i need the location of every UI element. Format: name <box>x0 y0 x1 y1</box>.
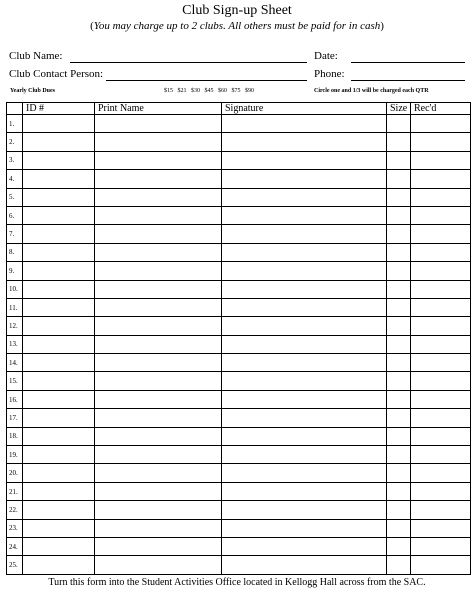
subtitle-open-paren: ( <box>90 20 94 32</box>
id-cell[interactable] <box>23 243 95 261</box>
table-row <box>7 335 471 353</box>
size-cell[interactable] <box>387 354 411 372</box>
signature-cell[interactable] <box>222 372 387 390</box>
id-cell[interactable] <box>23 188 95 206</box>
id-cell[interactable] <box>23 501 95 519</box>
id-cell[interactable] <box>23 427 95 445</box>
table-row <box>7 298 471 316</box>
print-name-cell[interactable] <box>95 482 222 500</box>
id-cell[interactable] <box>23 206 95 224</box>
id-cell[interactable] <box>23 170 95 188</box>
print-name-cell[interactable] <box>95 464 222 482</box>
table-row <box>7 409 471 427</box>
signature-cell[interactable] <box>222 556 387 574</box>
id-cell[interactable] <box>23 151 95 169</box>
recd-cell[interactable] <box>411 354 471 372</box>
phone-label: Phone: <box>314 68 345 80</box>
print-name-cell[interactable] <box>95 262 222 280</box>
row-number: 6. <box>7 206 23 224</box>
print-name-cell[interactable] <box>95 317 222 335</box>
id-cell[interactable] <box>23 390 95 408</box>
recd-cell[interactable] <box>411 501 471 519</box>
print-name-cell[interactable] <box>95 427 222 445</box>
print-name-cell[interactable] <box>95 390 222 408</box>
table-row <box>7 280 471 298</box>
row-number: 4. <box>7 170 23 188</box>
table-row <box>7 206 471 224</box>
row-number: 1. <box>7 115 23 133</box>
print-name-cell[interactable] <box>95 335 222 353</box>
signature-cell[interactable] <box>222 115 387 133</box>
signature-cell[interactable] <box>222 225 387 243</box>
recd-cell[interactable] <box>411 225 471 243</box>
id-cell[interactable] <box>23 519 95 537</box>
size-cell[interactable] <box>387 262 411 280</box>
signature-cell[interactable] <box>222 409 387 427</box>
recd-cell[interactable] <box>411 151 471 169</box>
size-cell[interactable] <box>387 427 411 445</box>
id-cell[interactable] <box>23 317 95 335</box>
signature-column-header: Signature <box>222 103 387 115</box>
print-name-cell[interactable] <box>95 519 222 537</box>
recd-cell[interactable] <box>411 133 471 151</box>
print-name-cell[interactable] <box>95 225 222 243</box>
row-number: 17. <box>7 409 23 427</box>
id-cell[interactable] <box>23 225 95 243</box>
table-row <box>7 446 471 464</box>
signature-cell[interactable] <box>222 243 387 261</box>
size-cell[interactable] <box>387 243 411 261</box>
contact-person-field[interactable] <box>106 80 307 81</box>
row-number: 14. <box>7 354 23 372</box>
recd-cell[interactable] <box>411 298 471 316</box>
row-number: 15. <box>7 372 23 390</box>
recd-cell[interactable] <box>411 317 471 335</box>
size-cell[interactable] <box>387 188 411 206</box>
signature-cell[interactable] <box>222 335 387 353</box>
size-cell[interactable] <box>387 151 411 169</box>
row-number: 2. <box>7 133 23 151</box>
id-cell[interactable] <box>23 335 95 353</box>
recd-column-header: Rec'd <box>411 103 471 115</box>
recd-cell[interactable] <box>411 537 471 555</box>
table-row <box>7 427 471 445</box>
signature-cell[interactable] <box>222 317 387 335</box>
table-row <box>7 501 471 519</box>
size-cell[interactable] <box>387 409 411 427</box>
size-cell[interactable] <box>387 170 411 188</box>
table-row <box>7 262 471 280</box>
size-cell[interactable] <box>387 537 411 555</box>
contact-person-label: Club Contact Person: <box>9 68 104 80</box>
table-row <box>7 519 471 537</box>
table-row <box>7 151 471 169</box>
row-number: 19. <box>7 446 23 464</box>
row-number: 24. <box>7 537 23 555</box>
row-number: 12. <box>7 317 23 335</box>
size-cell[interactable] <box>387 446 411 464</box>
size-cell[interactable] <box>387 115 411 133</box>
row-number: 11. <box>7 298 23 316</box>
recd-cell[interactable] <box>411 446 471 464</box>
size-cell[interactable] <box>387 372 411 390</box>
row-number: 3. <box>7 151 23 169</box>
size-cell[interactable] <box>387 225 411 243</box>
id-cell[interactable] <box>23 409 95 427</box>
recd-cell[interactable] <box>411 262 471 280</box>
id-cell[interactable] <box>23 556 95 574</box>
signature-cell[interactable] <box>222 519 387 537</box>
size-cell[interactable] <box>387 298 411 316</box>
signature-cell[interactable] <box>222 501 387 519</box>
size-cell[interactable] <box>387 335 411 353</box>
row-number: 22. <box>7 501 23 519</box>
print-name-cell[interactable] <box>95 556 222 574</box>
row-number: 21. <box>7 482 23 500</box>
signature-cell[interactable] <box>222 262 387 280</box>
table-row <box>7 537 471 555</box>
table-row <box>7 354 471 372</box>
subtitle-text: You may charge up to 2 clubs. All others must be paid for in cash <box>93 20 381 32</box>
id-cell[interactable] <box>23 464 95 482</box>
table-row <box>7 115 471 133</box>
signature-cell[interactable] <box>222 537 387 555</box>
print-name-cell[interactable] <box>95 188 222 206</box>
row-number: 25. <box>7 556 23 574</box>
print-name-cell[interactable] <box>95 243 222 261</box>
signature-cell[interactable] <box>222 446 387 464</box>
row-number: 13. <box>7 335 23 353</box>
id-cell[interactable] <box>23 262 95 280</box>
table-row <box>7 390 471 408</box>
recd-cell[interactable] <box>411 188 471 206</box>
size-cell[interactable] <box>387 482 411 500</box>
id-cell[interactable] <box>23 298 95 316</box>
footer-instructions: Turn this form into the Student Activities Office located in Kellogg Hall across from the SAC. <box>48 577 426 588</box>
signature-cell[interactable] <box>222 298 387 316</box>
row-number: 8. <box>7 243 23 261</box>
recd-cell[interactable] <box>411 170 471 188</box>
signature-cell[interactable] <box>222 133 387 151</box>
signature-cell[interactable] <box>222 427 387 445</box>
signature-cell[interactable] <box>222 390 387 408</box>
recd-cell[interactable] <box>411 206 471 224</box>
recd-cell[interactable] <box>411 556 471 574</box>
id-cell[interactable] <box>23 354 95 372</box>
signature-cell[interactable] <box>222 482 387 500</box>
table-header-row <box>7 103 471 115</box>
id-cell[interactable] <box>23 537 95 555</box>
signature-cell[interactable] <box>222 188 387 206</box>
row-number: 9. <box>7 262 23 280</box>
table-row <box>7 317 471 335</box>
size-cell[interactable] <box>387 519 411 537</box>
row-number: 16. <box>7 390 23 408</box>
size-cell[interactable] <box>387 464 411 482</box>
recd-cell[interactable] <box>411 115 471 133</box>
table-row <box>7 133 471 151</box>
date-field[interactable] <box>351 62 465 63</box>
id-cell[interactable] <box>23 446 95 464</box>
size-cell[interactable] <box>387 280 411 298</box>
page-title: Club Sign-up Sheet <box>182 3 292 18</box>
print-name-cell[interactable] <box>95 206 222 224</box>
table-row <box>7 188 471 206</box>
recd-cell[interactable] <box>411 427 471 445</box>
print-name-cell[interactable] <box>95 354 222 372</box>
print-name-column-header: Print Name <box>95 103 222 115</box>
recd-cell[interactable] <box>411 335 471 353</box>
row-number: 18. <box>7 427 23 445</box>
signature-cell[interactable] <box>222 354 387 372</box>
table-row <box>7 225 471 243</box>
club-name-label: Club Name: <box>9 50 63 62</box>
row-number: 5. <box>7 188 23 206</box>
signature-cell[interactable] <box>222 151 387 169</box>
signature-cell[interactable] <box>222 170 387 188</box>
id-cell[interactable] <box>23 115 95 133</box>
signup-table <box>6 102 471 575</box>
subtitle-close-paren: ) <box>380 20 384 32</box>
recd-cell[interactable] <box>411 243 471 261</box>
recd-cell[interactable] <box>411 519 471 537</box>
table-row <box>7 556 471 574</box>
signature-cell[interactable] <box>222 464 387 482</box>
yearly-dues-label: Yearly Club Dues <box>10 88 56 94</box>
print-name-cell[interactable] <box>95 446 222 464</box>
size-cell[interactable] <box>387 556 411 574</box>
print-name-cell[interactable] <box>95 133 222 151</box>
row-number: 10. <box>7 280 23 298</box>
size-cell[interactable] <box>387 501 411 519</box>
print-name-cell[interactable] <box>95 151 222 169</box>
size-column-header: Size <box>387 103 411 115</box>
recd-cell[interactable] <box>411 280 471 298</box>
print-name-cell[interactable] <box>95 115 222 133</box>
dues-amounts: $15 $21 $30 $45 $60 $75 $90 <box>164 88 254 94</box>
table-row <box>7 464 471 482</box>
print-name-cell[interactable] <box>95 170 222 188</box>
table-row <box>7 482 471 500</box>
dues-note: Circle one and 1/3 will be charged each QTR <box>314 88 429 94</box>
table-row <box>7 170 471 188</box>
date-label: Date: <box>314 50 338 62</box>
table-row <box>7 372 471 390</box>
size-cell[interactable] <box>387 390 411 408</box>
signature-cell[interactable] <box>222 280 387 298</box>
print-name-cell[interactable] <box>95 372 222 390</box>
id-cell[interactable] <box>23 482 95 500</box>
row-number: 7. <box>7 225 23 243</box>
id-column-header: ID # <box>23 103 95 115</box>
row-number: 20. <box>7 464 23 482</box>
recd-cell[interactable] <box>411 372 471 390</box>
phone-field[interactable] <box>351 80 465 81</box>
club-name-field[interactable] <box>70 62 307 63</box>
size-cell[interactable] <box>387 206 411 224</box>
id-cell[interactable] <box>23 372 95 390</box>
print-name-cell[interactable] <box>95 501 222 519</box>
recd-cell[interactable] <box>411 464 471 482</box>
size-cell[interactable] <box>387 317 411 335</box>
row-number: 23. <box>7 519 23 537</box>
recd-cell[interactable] <box>411 409 471 427</box>
size-cell[interactable] <box>387 133 411 151</box>
print-name-cell[interactable] <box>95 409 222 427</box>
page-subtitle <box>0 20 474 32</box>
print-name-cell[interactable] <box>95 280 222 298</box>
id-cell[interactable] <box>23 280 95 298</box>
print-name-cell[interactable] <box>95 298 222 316</box>
signature-cell[interactable] <box>222 206 387 224</box>
id-cell[interactable] <box>23 133 95 151</box>
row-number-header <box>7 103 23 115</box>
recd-cell[interactable] <box>411 390 471 408</box>
recd-cell[interactable] <box>411 482 471 500</box>
print-name-cell[interactable] <box>95 537 222 555</box>
table-row <box>7 243 471 261</box>
